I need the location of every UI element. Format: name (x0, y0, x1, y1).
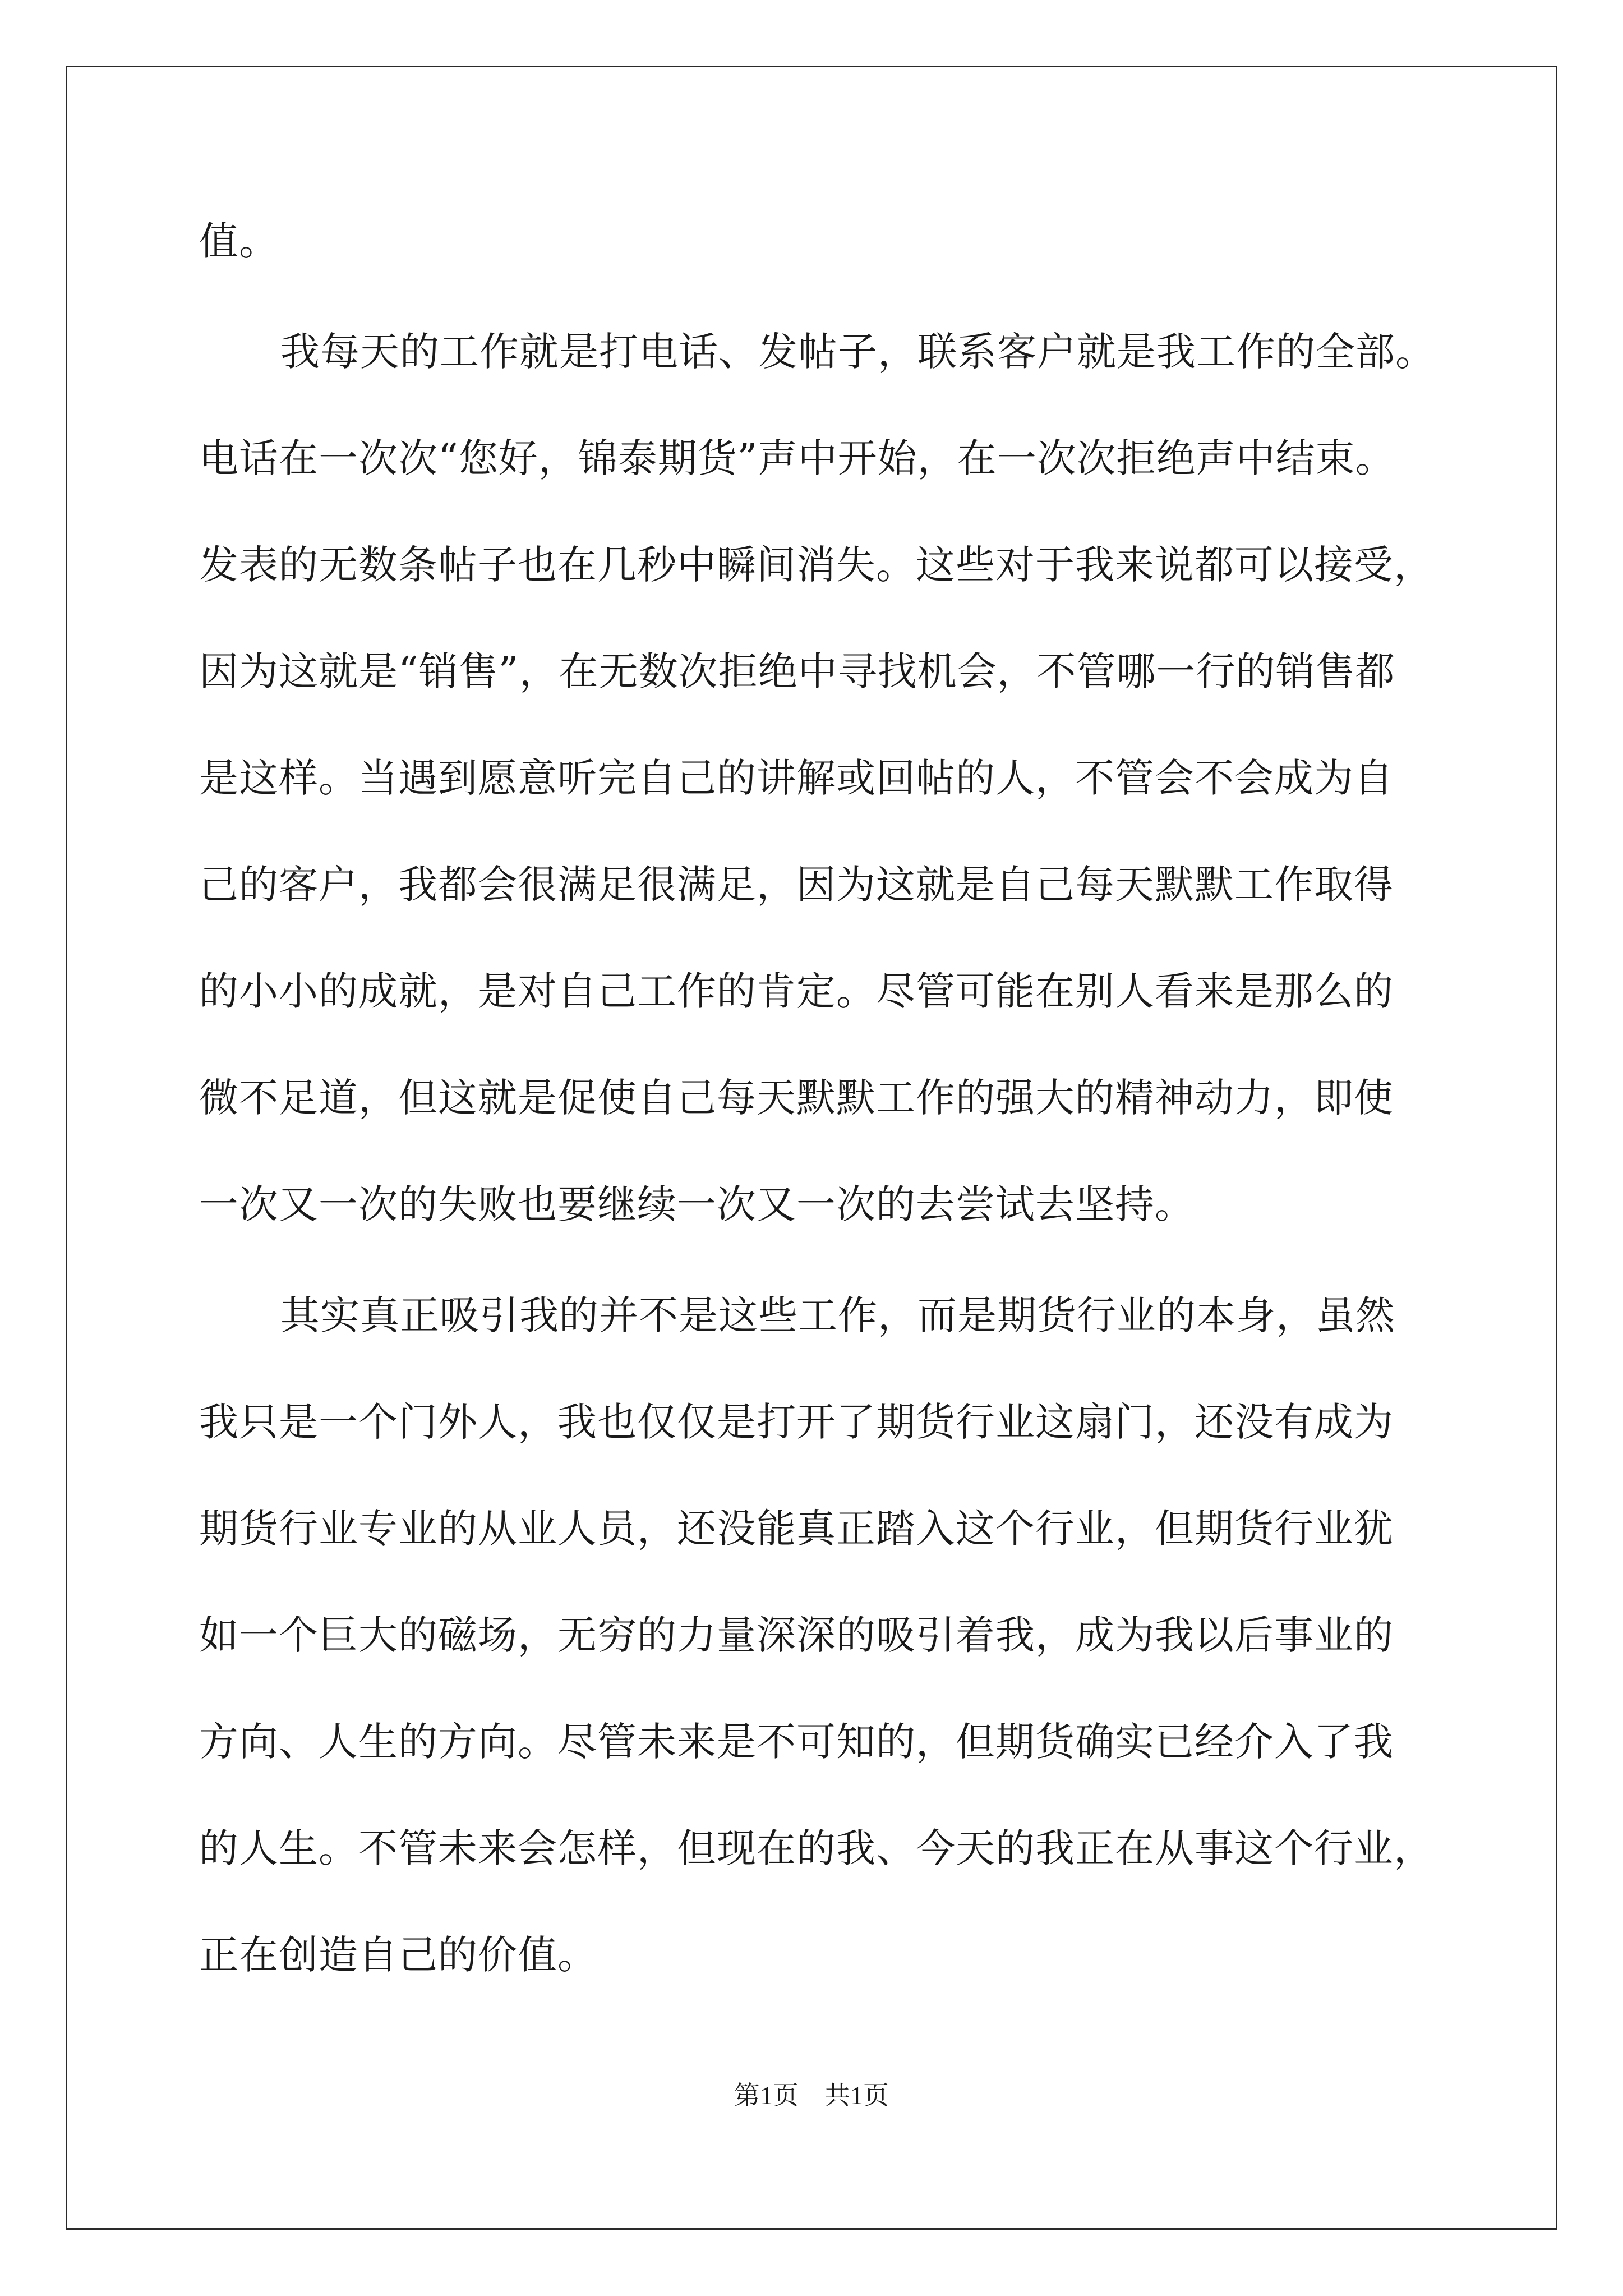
text-line: 发表的无数条帖子也在几秒中瞬间消失。这些对于我来说都可以接受， (199, 542, 1433, 588)
text-line: 的小小的成就，是对自己工作的肯定。尽管可能在别人看来是那么的 (199, 968, 1394, 1014)
text-line: 微不足道，但这就是促使自己每天默默工作的强大的精神动力，即使 (199, 1075, 1394, 1121)
text-line: 方向、人生的方向。尽管未来是不可知的，但期货确实已经介入了我 (199, 1719, 1394, 1765)
page-border (66, 66, 1557, 2230)
text-line: 我只是一个门外人，我也仅仅是打开了期货行业这扇门，还没有成为 (199, 1399, 1394, 1445)
text-line: 是这样。当遇到愿意听完自己的讲解或回帖的人，不管会不会成为自 (199, 755, 1394, 801)
text-line: 正在创造自己的价值。 (199, 1932, 597, 1978)
text-line: 己的客户，我都会很满足很满足，因为这就是自己每天默默工作取得 (199, 862, 1394, 908)
text-line: 因为这就是“销售”，在无数次拒绝中寻找机会，不管哪一行的销售都 (199, 648, 1395, 694)
text-line: 如一个巨大的磁场，无穷的力量深深的吸引着我，成为我以后事业的 (199, 1612, 1394, 1658)
page-footer: 第1页 共1页 (734, 2081, 889, 2110)
text-line: 的人生。不管未来会怎样，但现在的我、今天的我正在从事这个行业， (199, 1825, 1433, 1871)
paragraph-first-line: 其实真正吸引我的并不是这些工作，而是期货行业的本身，虽然 (280, 1292, 1395, 1338)
text-line: 期货行业专业的从业人员，还没能真正踏入这个行业，但期货行业犹 (199, 1506, 1394, 1552)
text-line: 值。 (199, 218, 279, 264)
paragraph-first-line: 我每天的工作就是打电话、发帖子，联系客户就是我工作的全部。 (280, 329, 1435, 375)
text-line: 一次又一次的失败也要继续一次又一次的去尝试去坚持。 (199, 1181, 1195, 1227)
text-line: 电话在一次次“您好，锦泰期货”声中开始，在一次次拒绝声中结束。 (199, 435, 1395, 481)
